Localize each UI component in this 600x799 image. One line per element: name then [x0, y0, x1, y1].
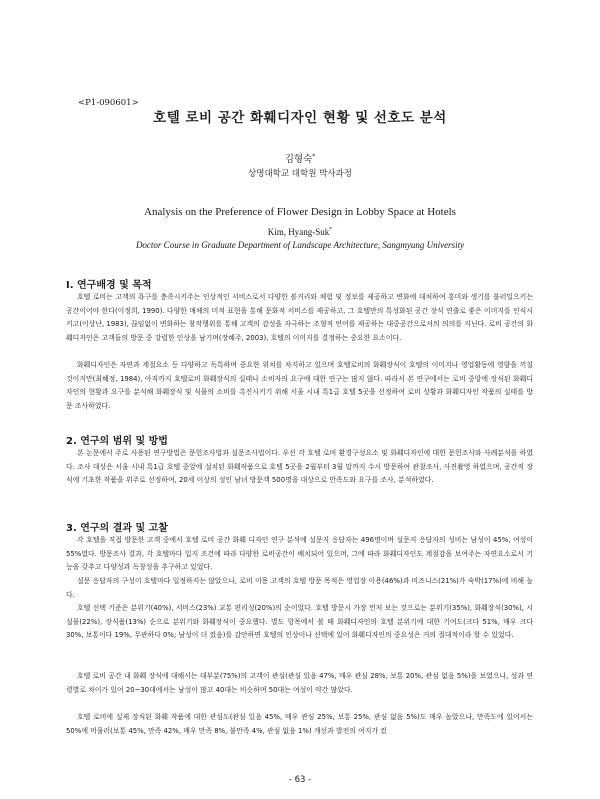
section-2-paragraph-1: 본 논문에서 주로 사용된 연구방법은 문헌조사법과 설문조사법이다. 우선 각 호텔 로비 환경구성요소 및 화훼디자인에 대한 문헌조사와 사례분석을 하였다. 조사 대상은 서울 시내 특1급 호텔 중앙에 설치된 화훼작품으로 호텔 5곳을 2월부터 3월 말까지 수시 방문하여 관찰조사, 사진촬영 하였으며, 공간적 장식에 기초한 작품을 위주로 선정하여, 20세 이상의 성인 남녀 방문객 500명을 대상으로 만족도와 요구를 조사, 분석하였다.	[66, 449, 533, 485]
section-3-paragraph-2: 설문 응답자의 구성이 호텔마다 일정하지는 않았으나, 로비 이용 고객의 호텔 방문 목적은 영업장 이용(46%)과 비즈니스(21%)가 숙박(17%)에 비해 높다.	[66, 577, 533, 599]
section-3-paragraph-5: 호텔 로비에 실제 장식된 화훼 작품에 대한 관심도(관심 있음 45%, 매우 관심 25%, 보통 25%, 관심 없음 5%)도 매우 높았으나, 만족도에 있어서는 50%에 머물러(보통 45%, 만족 42%, 매우 만족 8%, 불만족 4%, 관심 없음 1%) 개선과 발전의 여지가 컸	[66, 713, 533, 735]
paper-code: <P1-090601>	[78, 98, 139, 108]
author-ko-name: 김형숙	[284, 154, 313, 165]
affiliation-ko: 상명대학교 대학원 박사과정	[248, 169, 352, 179]
author-en-mark: *	[329, 227, 333, 233]
author-en-name: Kim, Hyang-Suk	[267, 227, 330, 237]
section-1-paragraph-2: 화훼디자인은 자연과 계절요소 등 다양하고 독특하며 중요한 위치를 차지하고 있으며 호텔로비의 화훼장식이 호텔의 이미지나 영업활동에 영향을 끼칠 것이지만(최혜정, 1984), 아직까지 호텔로비 화훼장식의 실태나 소비자의 요구에 대한 연구는 많지 않다. 따라서 본 연구에서는 로비 중앙에 장식된 화훼디자인의 현황과 요구를 분석해 화훼장식 및 식물의 소비를 촉진시키기 위해 서울 시내 특1급 호텔 5곳을 선정하여 로비 상황과 화훼디자인 작품의 실태를 방문 조사하였다.	[66, 361, 533, 410]
author-ko-mark: *	[312, 152, 316, 160]
author-en	[0, 227, 600, 237]
section-heading-background: Ⅰ. 연구배경 및 목적	[66, 280, 152, 291]
page-number: - 63 -	[288, 775, 312, 785]
section-3-paragraph-4: 호텔 로비 공간 내 화훼 장식에 대해서는 대부분(75%)의 고객이 관심(관심 있음 47%, 매우 관심 28%, 보통 20%, 관심 없음 5%)을 보였으나, 성과 연령별로 차이가 있어 20~30대에서는 남성이 많고 40대는 비슷하며 50대는 여성이 약간 많았다.	[66, 672, 533, 694]
affiliation-en: Doctor Course in Graduate Department of Landscape Architecture, Sangmyung University	[135, 240, 465, 250]
author-ko	[0, 151, 600, 165]
section-3-paragraph-1: 각 호텔을 직접 방문한 고객 중에서 호텔 로비 공간 화훼 디자인 연구 분석에 설문지 응답자는 496명이며 설문지 응답자의 성비는 남성이 45%, 여성이 55%였다. 방문조사 결과, 각 호텔마다 입지 조건에 따라 다양한 로비공간이 배치되어 있으며, 그에 따라 화훼디자인도 계절감을 보여주는 자연요소로서 기능을 갖추고 다양성과 독창성을 추구하고 있었다.	[66, 536, 533, 572]
section-3-paragraph-3: 호텔 선택 기준은 분위기(40%), 서비스(23%) 교통 편리성(20%)의 순이었다. 호텔 방문시 가장 먼저 보는 것으로는 분위기(35%), 화훼장식(30%), 시설물(22%), 장식품(13%) 순으로 분위기와 화훼장식이 중요했다. 별도 항목에서 볼 때 화훼디자인의 호텔 분위기에 대한 기여도(크다 51%, 매우 크다 30%, 보통이다 19%, 무관하다 0%; 남성이 더 컸음)를 감안하면 호텔의 인상이나 선택에 있어 화훼디자인의 중요성은 거의 절대적이라 할 수 있었다.	[66, 604, 533, 640]
section-1-paragraph-1: 호텔 로비는 고객의 욕구를 충족시키주는 인상적인 서비스로서 다양한 볼거리와 체험 및 정보를 제공하고 변화에 대처하여 흥미와 생기를 불러일으키는 공간이어야 한다(이정희, 1990). 다양한 매체의 미적 표현을 통해 문화적 서비스를 제공하고, 그 호텔만의 특성화된 공간 장식 연출로 좋은 이미지를 인식시키고(이상난, 1983), 끊임없이 변화하는 창작행위를 통해 고객의 감성을 자극하는 조형적 언어를 제공하는 대중공간으로서의 의의를 지닌다. 로비 공간의 화훼디자인은 고객들의 방문 중 강렬한 인상을 남기며(장혜주, 2003), 호텔의 이미지를 결정하는 중요한 요소이다.	[66, 293, 533, 342]
paper-title-ko: 호텔 로비 공간 화훼디자인 현황 및 선호도 분석	[153, 110, 447, 126]
section-heading-scope: 2. 연구의 범위 및 방법	[66, 436, 168, 447]
section-heading-results: 3. 연구의 결과 및 고찰	[66, 523, 168, 534]
paper-title-en: Analysis on the Preference of Flower Design in Lobby Space at Hotels	[144, 206, 456, 218]
